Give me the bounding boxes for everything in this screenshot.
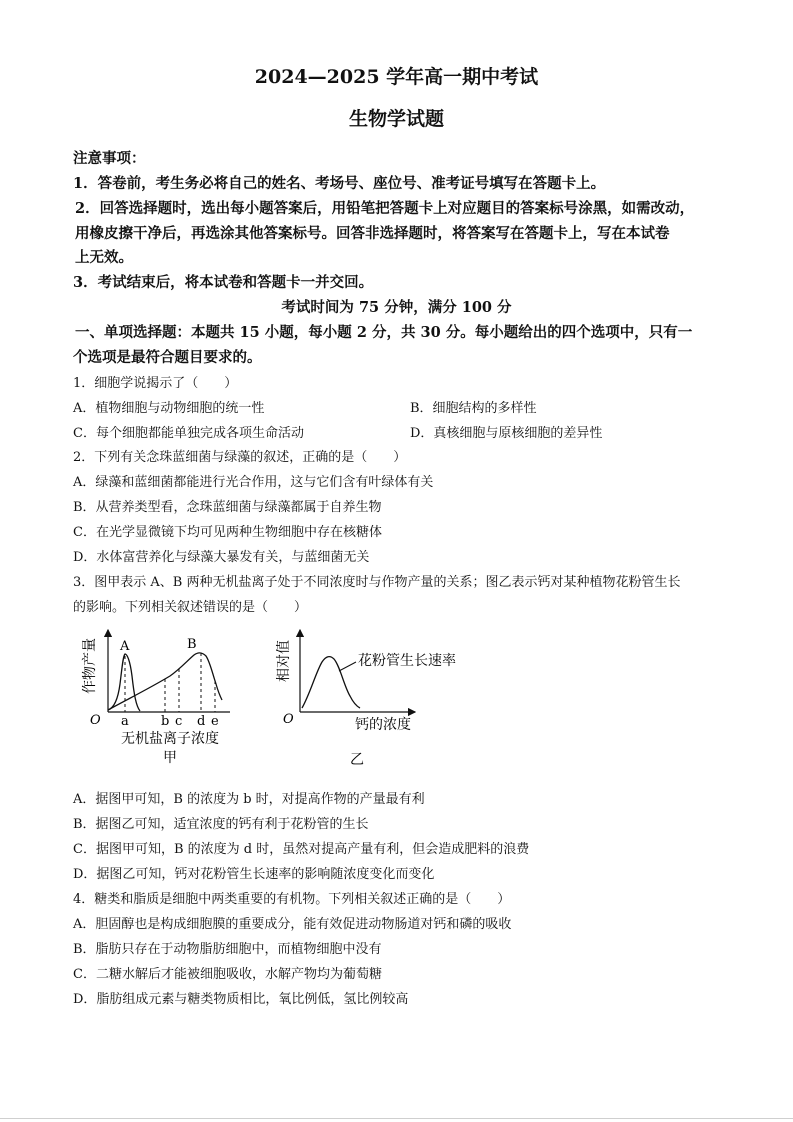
option-c: C．二糖水解后才能被细胞吸收，水解产物均为葡萄糖	[73, 967, 382, 982]
option-d: D．脂肪组成元素与糖类物质相比，氧比例低，氢比例较高	[73, 992, 409, 1007]
y-axis-label: 作物产量	[82, 638, 98, 694]
notice-item: 2．回答选择题时，选出每小题答案后，用铅笔把答题卡上对应题目的答案标号涂黑，如需改动，	[75, 200, 695, 217]
option-d: D．真核细胞与原核细胞的差异性	[410, 426, 603, 441]
curve-label: 花粉管生长速率	[358, 653, 456, 669]
figure-yi	[270, 624, 480, 772]
tick-label: a	[121, 714, 129, 729]
exam-time-line: 考试时间为 75 分钟，满分 100 分	[281, 299, 512, 316]
curve-b-label: B	[187, 637, 197, 652]
exam-title: 2024—2025 学年高一期中考试	[254, 66, 539, 88]
option-c: C．在光学显微镜下均可见两种生物细胞中存在核糖体	[73, 525, 382, 540]
x-axis-label: 无机盐离子浓度	[121, 731, 219, 747]
question-stem: 3．图甲表示 A、B 两种无机盐离子处于不同浓度时与作物产量的关系；图乙表示钙对某种植物花粉管生长	[73, 575, 681, 590]
figure-jia	[70, 624, 250, 772]
tick-label: c	[175, 714, 183, 729]
section-heading: 一、单项选择题：本题共 15 小题，每小题 2 分，共 30 分。每小题给出的四个选项中，只有一	[75, 324, 693, 341]
question-stem: 2．下列有关念珠蓝细菌与绿藻的叙述，正确的是（ ）	[73, 450, 407, 465]
origin-label: O	[283, 712, 294, 727]
option-b: B．脂肪只存在于动物脂肪细胞中，而植物细胞中没有	[73, 942, 382, 957]
notice-item: 用橡皮擦干净后，再选涂其他答案标号。回答非选择题时，将答案写在答题卡上，写在本试卷	[75, 225, 670, 242]
tick-label: e	[211, 714, 219, 729]
notice-item: 3．考试结束后，将本试卷和答题卡一并交回。	[73, 274, 374, 291]
option-a: A．绿藻和蓝细菌都能进行光合作用，这与它们含有叶绿体有关	[73, 475, 434, 490]
y-axis-label: 相对值	[276, 640, 292, 682]
tick-label: d	[197, 714, 206, 729]
notice-item: 上无效。	[75, 249, 133, 266]
figure-caption: 甲	[163, 750, 177, 766]
page-bottom-rule	[0, 1118, 793, 1119]
option-a: A．胆固醇也是构成细胞膜的重要成分，能有效促进动物肠道对钙和磷的吸收	[73, 917, 512, 932]
option-b: B．细胞结构的多样性	[410, 401, 537, 416]
figure-caption: 乙	[350, 752, 364, 768]
question-stem: 1．细胞学说揭示了（ ）	[73, 376, 238, 391]
question-stem: 的影响。下列相关叙述错误的是（ ）	[73, 600, 308, 615]
origin-label: O	[90, 713, 101, 728]
tick-label: b	[161, 714, 170, 729]
option-c: C．每个细胞都能单独完成各项生命活动	[73, 426, 304, 441]
option-d: D．水体富营养化与绿藻大暴发有关，与蓝细菌无关	[73, 550, 370, 565]
exam-subtitle: 生物学试题	[348, 108, 444, 130]
curve-a-label: A	[120, 639, 130, 654]
option-b: B．从营养类型看，念珠蓝细菌与绿藻都属于自养生物	[73, 500, 382, 515]
option-b: B．据图乙可知，适宜浓度的钙有利于花粉管的生长	[73, 817, 369, 832]
option-a: A．据图甲可知，B 的浓度为 b 时，对提高作物的产量最有利	[73, 792, 425, 807]
leader-line	[339, 662, 356, 671]
option-a: A．植物细胞与动物细胞的统一性	[73, 401, 265, 416]
section-heading: 个选项是最符合题目要求的。	[73, 349, 262, 366]
option-c: C．据图甲可知，B 的浓度为 d 时，虽然对提高产量有利，但会造成肥料的浪费	[73, 842, 530, 857]
option-d: D．据图乙可知，钙对花粉管生长速率的影响随浓度变化而变化	[73, 867, 435, 882]
question-stem: 4．糖类和脂质是细胞中两类重要的有机物。下列相关叙述正确的是（ ）	[73, 892, 511, 907]
notice-heading: 注意事项：	[73, 150, 146, 167]
curve-a	[108, 654, 140, 711]
x-axis-label: 钙的浓度	[355, 717, 411, 733]
notice-item: 1．答卷前，考生务必将自己的姓名、考场号、座位号、准考证号填写在答题卡上。	[73, 175, 606, 192]
